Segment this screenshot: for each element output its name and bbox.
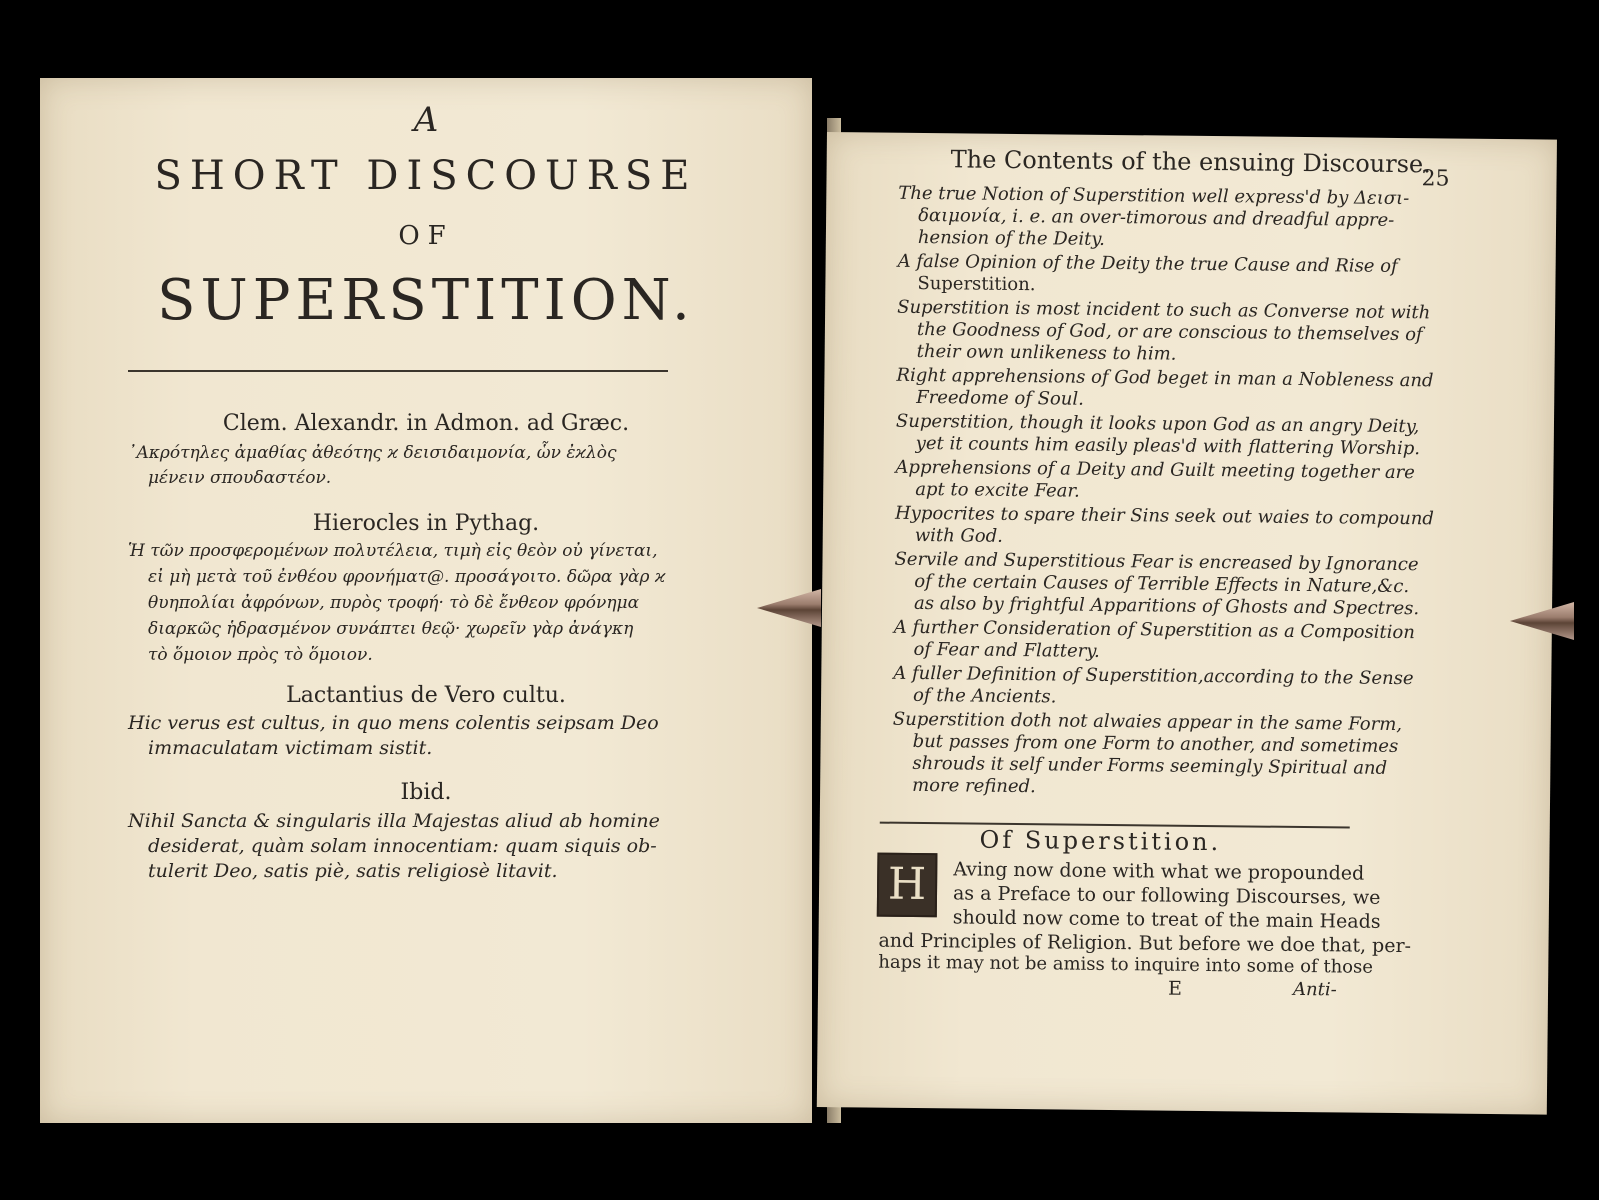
title-line-short-discourse: SHORT DISCOURSE — [154, 153, 698, 199]
quote-line: μένειν σπουδαστέον. — [148, 468, 332, 488]
contents-line: δαιμονία, i. e. an over-timorous and dreadful appre- — [918, 204, 1395, 231]
contents-line: the Goodness of God, or are conscious to themselves of — [916, 318, 1423, 346]
title-line-superstition: SUPERSTITION. — [157, 268, 695, 333]
signature-mark: E — [1167, 977, 1183, 1000]
contents-line: Superstition, though it looks upon God as an angry Deity, — [895, 410, 1420, 438]
contents-line: yet it counts him easily pleas'd with flattering Worship. — [915, 432, 1421, 460]
right-page — [817, 132, 1557, 1115]
quote-line: tulerit Deo, satis piè, satis religiosè litavit. — [148, 860, 558, 882]
contents-line: their own unlikeness to him. — [916, 340, 1177, 365]
quote-line: Hic verus est cultus, in quo mens colentis seipsam Deo — [128, 712, 659, 734]
quote-line: διαρκῶς ἡδρασμένον συνάπτει θεῷ· χωρεῖν γὰρ ἀνάγκη — [148, 619, 634, 639]
quote-line: εἰ μὴ μετὰ τοῦ ἐνθέου φρονήματ@. προσάγοιτο. δῶρα γὰρ ϰ — [148, 567, 666, 587]
contents-line: Superstition. — [917, 272, 1036, 296]
quote-line: immaculatam victimam sistit. — [148, 737, 433, 759]
contents-line: with God. — [914, 524, 1004, 547]
contents-line: Superstition is most incident to such as Converse not with — [897, 296, 1431, 324]
catchword: Anti- — [1292, 978, 1337, 1001]
quote-heading-clement: Clem. Alexandr. in Admon. ad Græc. — [222, 411, 630, 436]
body-line: and Principles of Religion. But before we doe that, per- — [878, 929, 1412, 958]
section-title: Of Superstition. — [979, 825, 1222, 857]
body-line: should now come to treat of the main Heads — [952, 906, 1381, 933]
contents-line: more refined. — [912, 774, 1036, 798]
contents-line: of the Ancients. — [912, 684, 1057, 708]
quote-line: θυηπολίαι ἀφρόνων, πυρὸς τροφή· τὸ δὲ ἔνθεον φρόνημα — [148, 593, 640, 613]
contents-line: of Fear and Flattery. — [913, 638, 1100, 662]
contents-line: The true Notion of Superstition well express'd by Δεισι- — [898, 182, 1410, 210]
contents-header: The Contents of the ensuing Discourse. — [950, 145, 1431, 179]
contents-line: Servile and Superstitious Fear is encreased by Ignorance — [894, 548, 1419, 576]
body-line: Aving now done with what we propounded — [953, 858, 1365, 885]
contents-line: Apprehensions of a Deity and Guilt meeting together are — [895, 456, 1415, 484]
quote-heading-ibid: Ibid. — [400, 780, 452, 805]
quote-heading-lactantius: Lactantius de Vero cultu. — [286, 683, 566, 708]
title-line-of: OF — [398, 221, 454, 251]
left-page — [40, 78, 812, 1123]
contents-line: of the certain Causes of Terrible Effects in Nature,&c. — [914, 570, 1410, 598]
contents-line: A false Opinion of the Deity the true Cause and Rise of — [897, 250, 1398, 277]
quote-heading-hierocles: Hierocles in Pythag. — [312, 511, 540, 536]
body-line: as a Preface to our following Discourses, we — [952, 882, 1381, 909]
contents-line: Superstition doth not alwaies appear in the same Form, — [892, 708, 1403, 736]
contents-line: Freedome of Soul. — [916, 386, 1084, 410]
contents-line: as also by frightful Apparitions of Ghosts and Spectres. — [913, 592, 1420, 620]
quote-line: ᾽Ακρότηλες ἀμαθίας ἀθεότης ϰ δεισιδαιμονία, ὧν ἐϰλὸς — [128, 443, 617, 463]
title-a: A — [413, 100, 439, 140]
quote-line: Nihil Sancta & singularis illa Majestas aliud ab homine — [128, 810, 660, 832]
drop-cap-initial: H — [877, 853, 938, 918]
quote-line: τὸ ὅμοιον πρὸς τὸ ὅμοιον. — [148, 645, 373, 665]
title-rule — [128, 370, 668, 372]
contents-line: Hypocrites to spare their Sins seek out waies to compound — [894, 502, 1434, 530]
contents-line: apt to excite Fear. — [915, 478, 1080, 502]
contents-line: but passes from one Form to another, and sometimes — [912, 730, 1399, 758]
contents-line: shrouds it self under Forms seemingly Spiritual and — [912, 752, 1388, 779]
quote-line: Ἡ τῶν προσφερομένων πολυτέλεια, τιμὴ εἰς θεὸν οὐ γίνεται, — [128, 541, 658, 561]
contents-line: Right apprehensions of God beget in man a Nobleness and — [896, 364, 1434, 392]
quote-line: desiderat, quàm solam innocentiam: quam siquis ob- — [148, 835, 657, 857]
body-line: haps it may not be amiss to inquire into some of those — [878, 951, 1374, 978]
contents-line: A further Consideration of Superstition as a Composition — [893, 616, 1416, 644]
page-number: 25 — [1421, 166, 1450, 192]
contents-line: hension of the Deity. — [917, 226, 1105, 250]
contents-line: A fuller Definition of Superstition,according to the Sense — [893, 662, 1414, 690]
